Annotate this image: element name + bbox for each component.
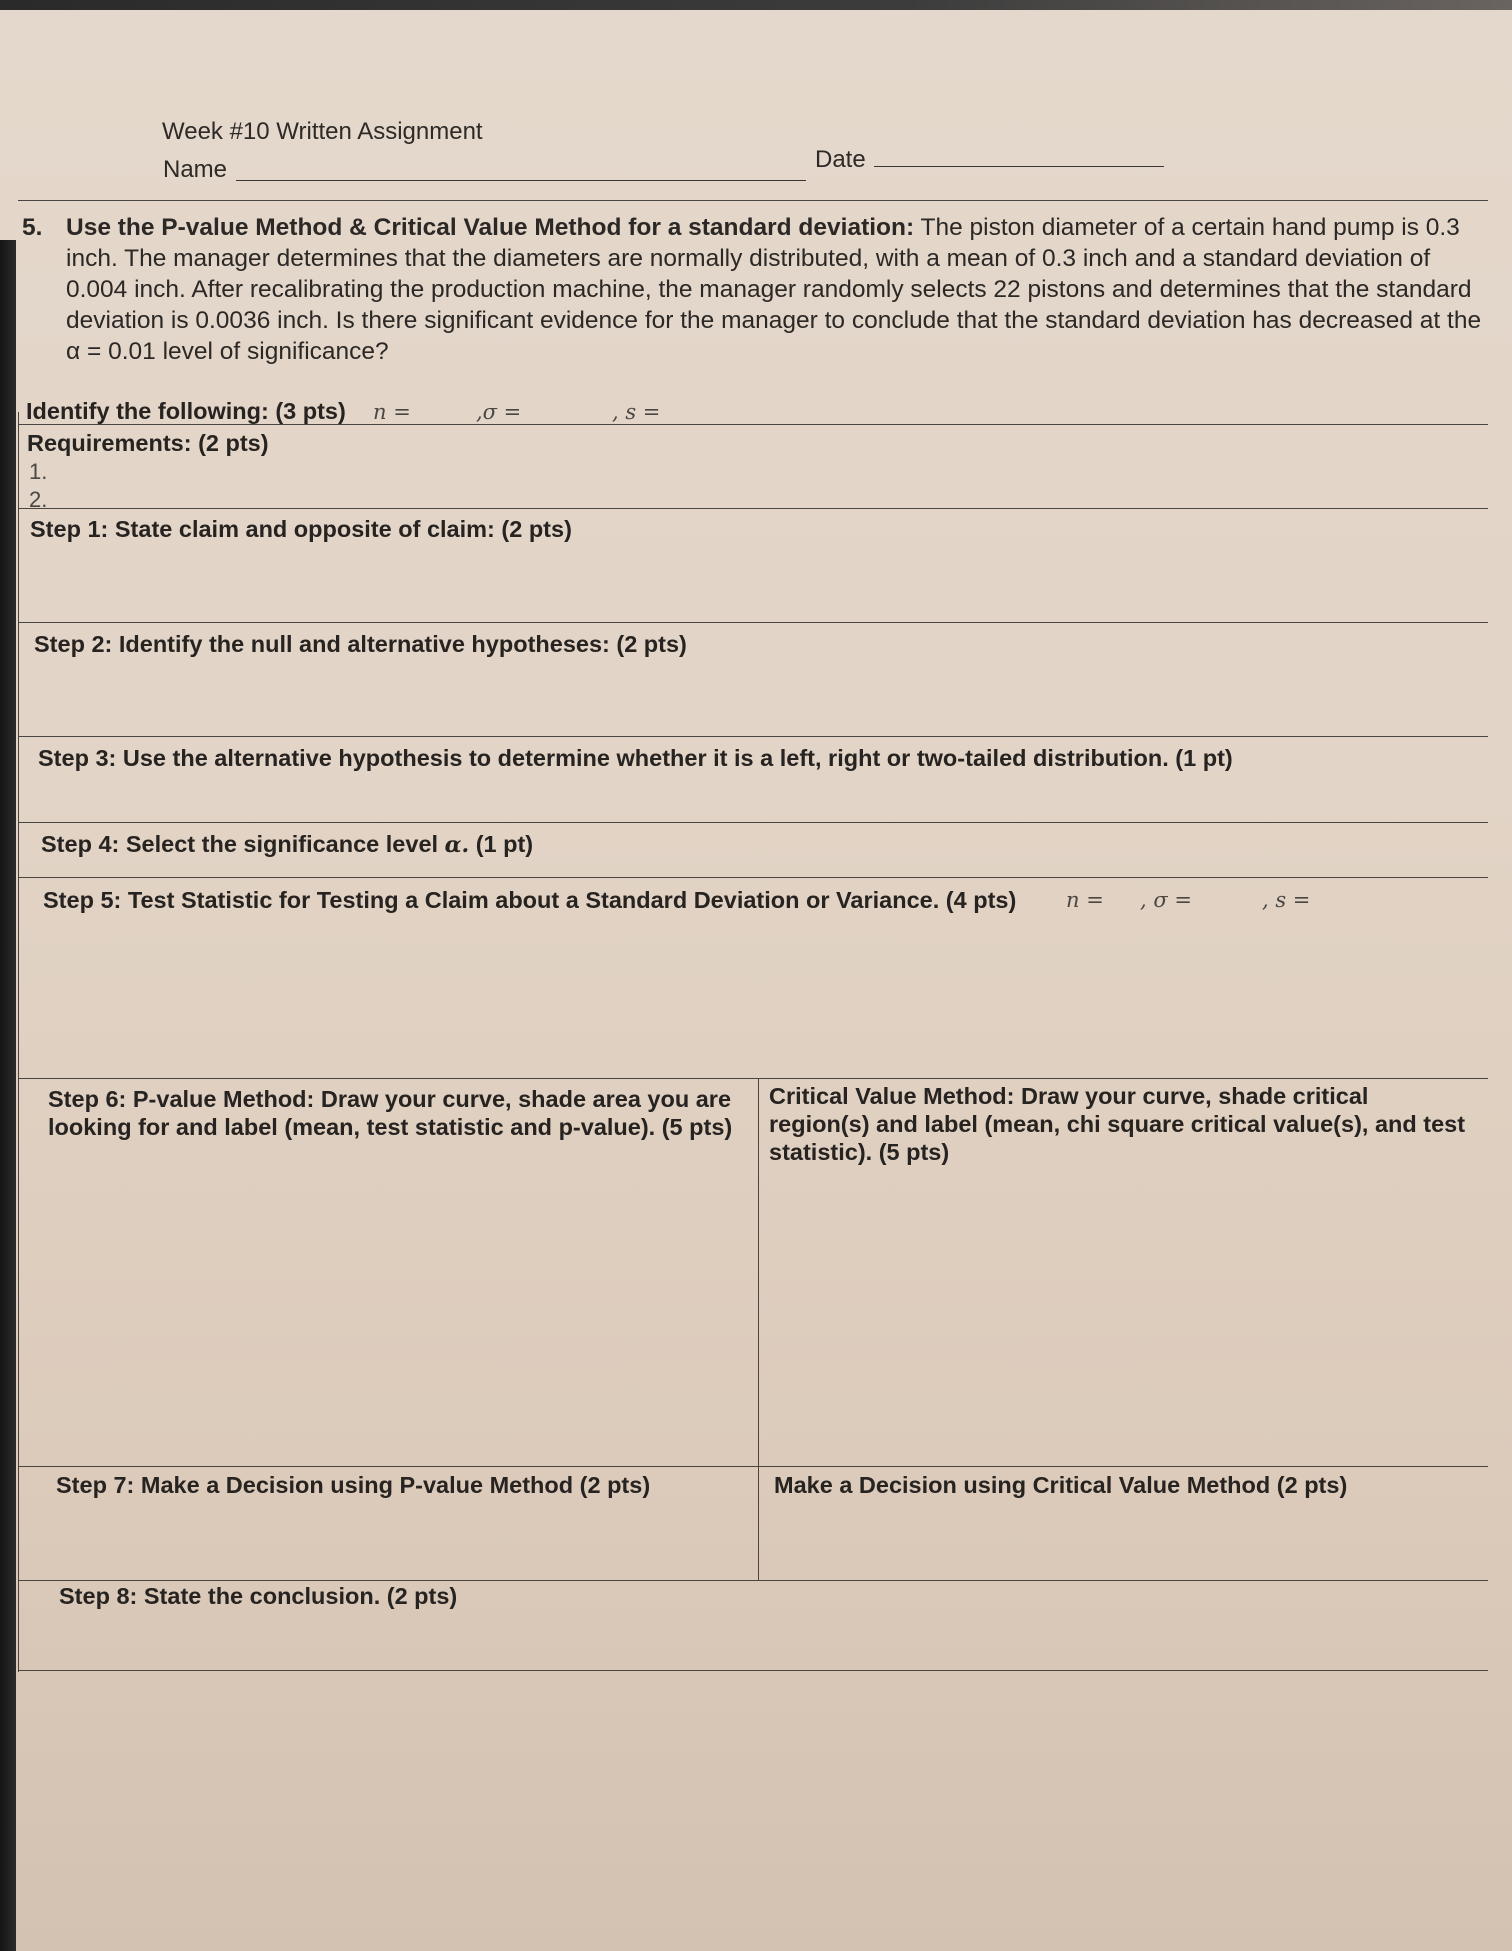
binder-edge xyxy=(0,240,16,1951)
row-divider xyxy=(18,1580,1488,1581)
row-divider xyxy=(18,736,1488,737)
row-divider xyxy=(18,1466,1488,1467)
step5-s: , s = xyxy=(1262,888,1311,912)
row-divider xyxy=(18,822,1488,823)
row-divider xyxy=(18,622,1488,623)
step5-n: n = xyxy=(1066,888,1104,912)
step4-text: Step 4: Select the significance level xyxy=(41,831,439,857)
bottom-rule xyxy=(18,1670,1488,1671)
step6-label: Step 6: P-value Method: Draw your curve, shade area you are looking for and label (mean, test statistic and p-value). (5 pts) xyxy=(48,1086,733,1140)
step3-label: Step 3: Use the alternative hypothesis to determine whether it is a left, right or two-tailed distribution. (1 pt) xyxy=(38,745,1233,771)
date-label: Date xyxy=(815,146,866,173)
problem-lead: Use the P-value Method & Critical Value Method for a standard deviation: xyxy=(66,214,915,241)
identify-label: Identify the following: (3 pts) xyxy=(26,398,346,424)
name-field[interactable] xyxy=(236,180,806,181)
name-label: Name xyxy=(163,156,228,183)
step1-label: Step 1: State claim and opposite of claim: (2 pts) xyxy=(30,516,572,542)
identify-sigma: ,σ = xyxy=(476,400,522,424)
identify-n: n = xyxy=(373,400,411,424)
decision-cv-label: Make a Decision using Critical Value Method (2 pts) xyxy=(774,1472,1348,1498)
row-divider xyxy=(18,508,1488,509)
identify-s: , s = xyxy=(612,400,661,424)
row-divider xyxy=(18,424,1488,425)
row-divider xyxy=(18,1078,1488,1079)
requirement-1: 1. xyxy=(29,459,48,484)
step5-sigma: , σ = xyxy=(1140,888,1192,912)
date-field[interactable] xyxy=(874,166,1164,167)
top-rule xyxy=(18,200,1488,201)
critical-value-label: Critical Value Method: Draw your curve, shade critical region(s) and label (mean, chi square critical value(s), and test statistic). (5 pts) xyxy=(769,1083,1466,1165)
step7-label: Step 7: Make a Decision using P-value Method (2 pts) xyxy=(56,1472,651,1498)
column-divider xyxy=(758,1078,759,1580)
row-divider xyxy=(18,877,1488,878)
step4-label xyxy=(41,831,533,858)
step5-label: Step 5: Test Statistic for Testing a Claim about a Standard Deviation or Variance. (4 pts) xyxy=(43,887,1017,913)
problem-number: 5. xyxy=(22,214,43,241)
background-surface xyxy=(0,0,1512,10)
alpha-symbol: α. xyxy=(444,832,470,858)
problem-text: The piston diameter of a certain hand pump is 0.3 inch. The manager determines that the diameters are normally distributed, with a mean of 0.3 inch and a standard deviation of 0.004 inch. After recalibrating the production machine, the manager randomly selects 22 pistons and determines that the standard deviation is 0.0036 inch. Is there significant evidence for the manager to conclude that the standard deviation has decreased at the α = 0.01 level of significance? xyxy=(66,214,1482,365)
assignment-title: Week #10 Written Assignment xyxy=(162,118,483,145)
step4-points: (1 pt) xyxy=(475,831,534,857)
step8-label: Step 8: State the conclusion. (2 pts) xyxy=(59,1583,458,1609)
requirement-2: 2. xyxy=(29,487,48,512)
step2-label: Step 2: Identify the null and alternative hypotheses: (2 pts) xyxy=(34,631,687,657)
requirements-label: Requirements: (2 pts) xyxy=(27,430,269,456)
